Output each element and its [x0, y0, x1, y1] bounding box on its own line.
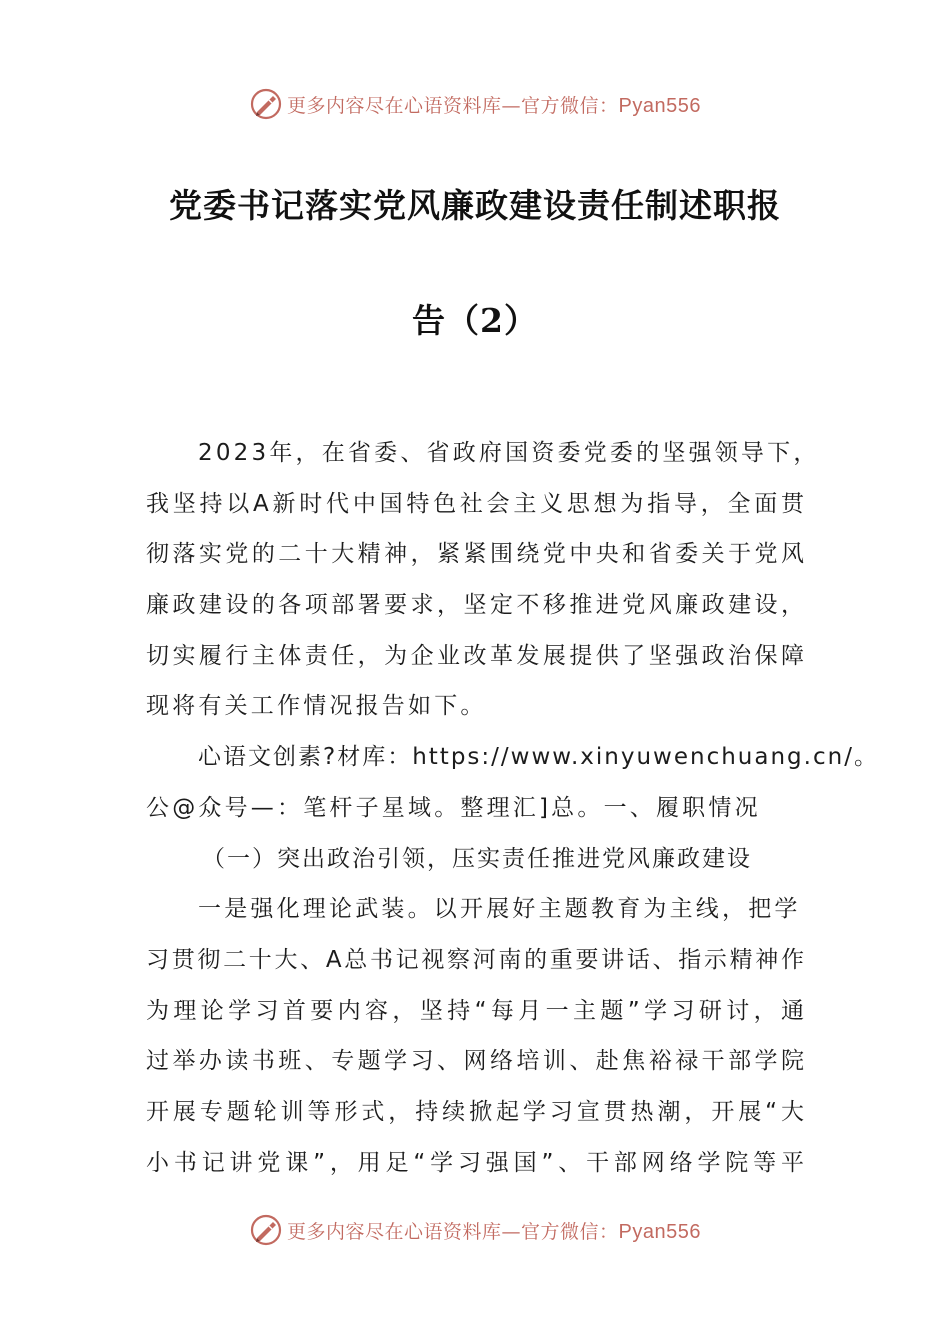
pen-logo-icon [249, 87, 283, 121]
paragraph-2-line-1: 心语文创素?材库：https://www.xinyuwenchuang.cn/。 [198, 744, 879, 771]
document-body [146, 428, 879, 1188]
paragraph-4-line-4: 过举办读书班、专题学习、网络培训、赴焦裕禄干部学院 [146, 1048, 806, 1075]
section-heading-1: （一）突出政治引领，压实责任推进党风廉政建设 [202, 845, 752, 872]
paragraph-4-line-2: 习贯彻二十大、A总书记视察河南的重要讲话、指示精神作 [146, 946, 806, 973]
pen-logo-icon [249, 1213, 283, 1247]
paragraph-4-line-5: 开展专题轮训等形式，持续掀起学习宣贯热潮，开展“大 [146, 1098, 806, 1125]
document-title-line-2: 告（2） [412, 301, 538, 340]
document-title-line-1: 党委书记落实党风廉政建设责任制述职报 [169, 186, 781, 225]
watermark-account: Pyan556 [618, 94, 701, 117]
paragraph-1-line-1: 2023年，在省委、省政府国资委党委的坚强领导下， [198, 440, 820, 466]
paragraph-2-line-2: 公@众号—：笔杆子星域。整理汇]总。一、履职情况 [146, 794, 761, 821]
paragraph-4-line-6: 小书记讲党课”，用足“学习强国”、干部网络学院等平 [146, 1149, 806, 1176]
watermark-text: 更多内容尽在心语资料库—官方微信：Pyan556 [287, 1220, 701, 1243]
watermark-banner-top [0, 84, 950, 124]
paragraph-1-line-2: 我坚持以A新时代中国特色社会主义思想为指导，全面贯 [146, 490, 806, 517]
watermark-account: Pyan556 [618, 1220, 701, 1243]
watermark-text: 更多内容尽在心语资料库—官方微信：Pyan556 [287, 94, 701, 117]
paragraph-4-line-1: 一是强化理论武装。以开展好主题教育为主线，把学 [198, 896, 801, 923]
paragraph-1-line-6: 现将有关工作情况报告如下。 [146, 693, 487, 720]
paragraph-1-line-5: 切实履行主体责任，为企业改革发展提供了坚强政治保障 [146, 642, 806, 669]
paragraph-1-line-3: 彻落实党的二十大精神，紧紧围绕党中央和省委关于党风 [146, 541, 806, 568]
paragraph-4-line-3: 为理论学习首要内容，坚持“每月一主题”学习研讨，通 [146, 997, 806, 1024]
watermark-banner-bottom [0, 1210, 950, 1250]
paragraph-1-line-4: 廉政建设的各项部署要求，坚定不移推进党风廉政建设， [146, 592, 806, 619]
